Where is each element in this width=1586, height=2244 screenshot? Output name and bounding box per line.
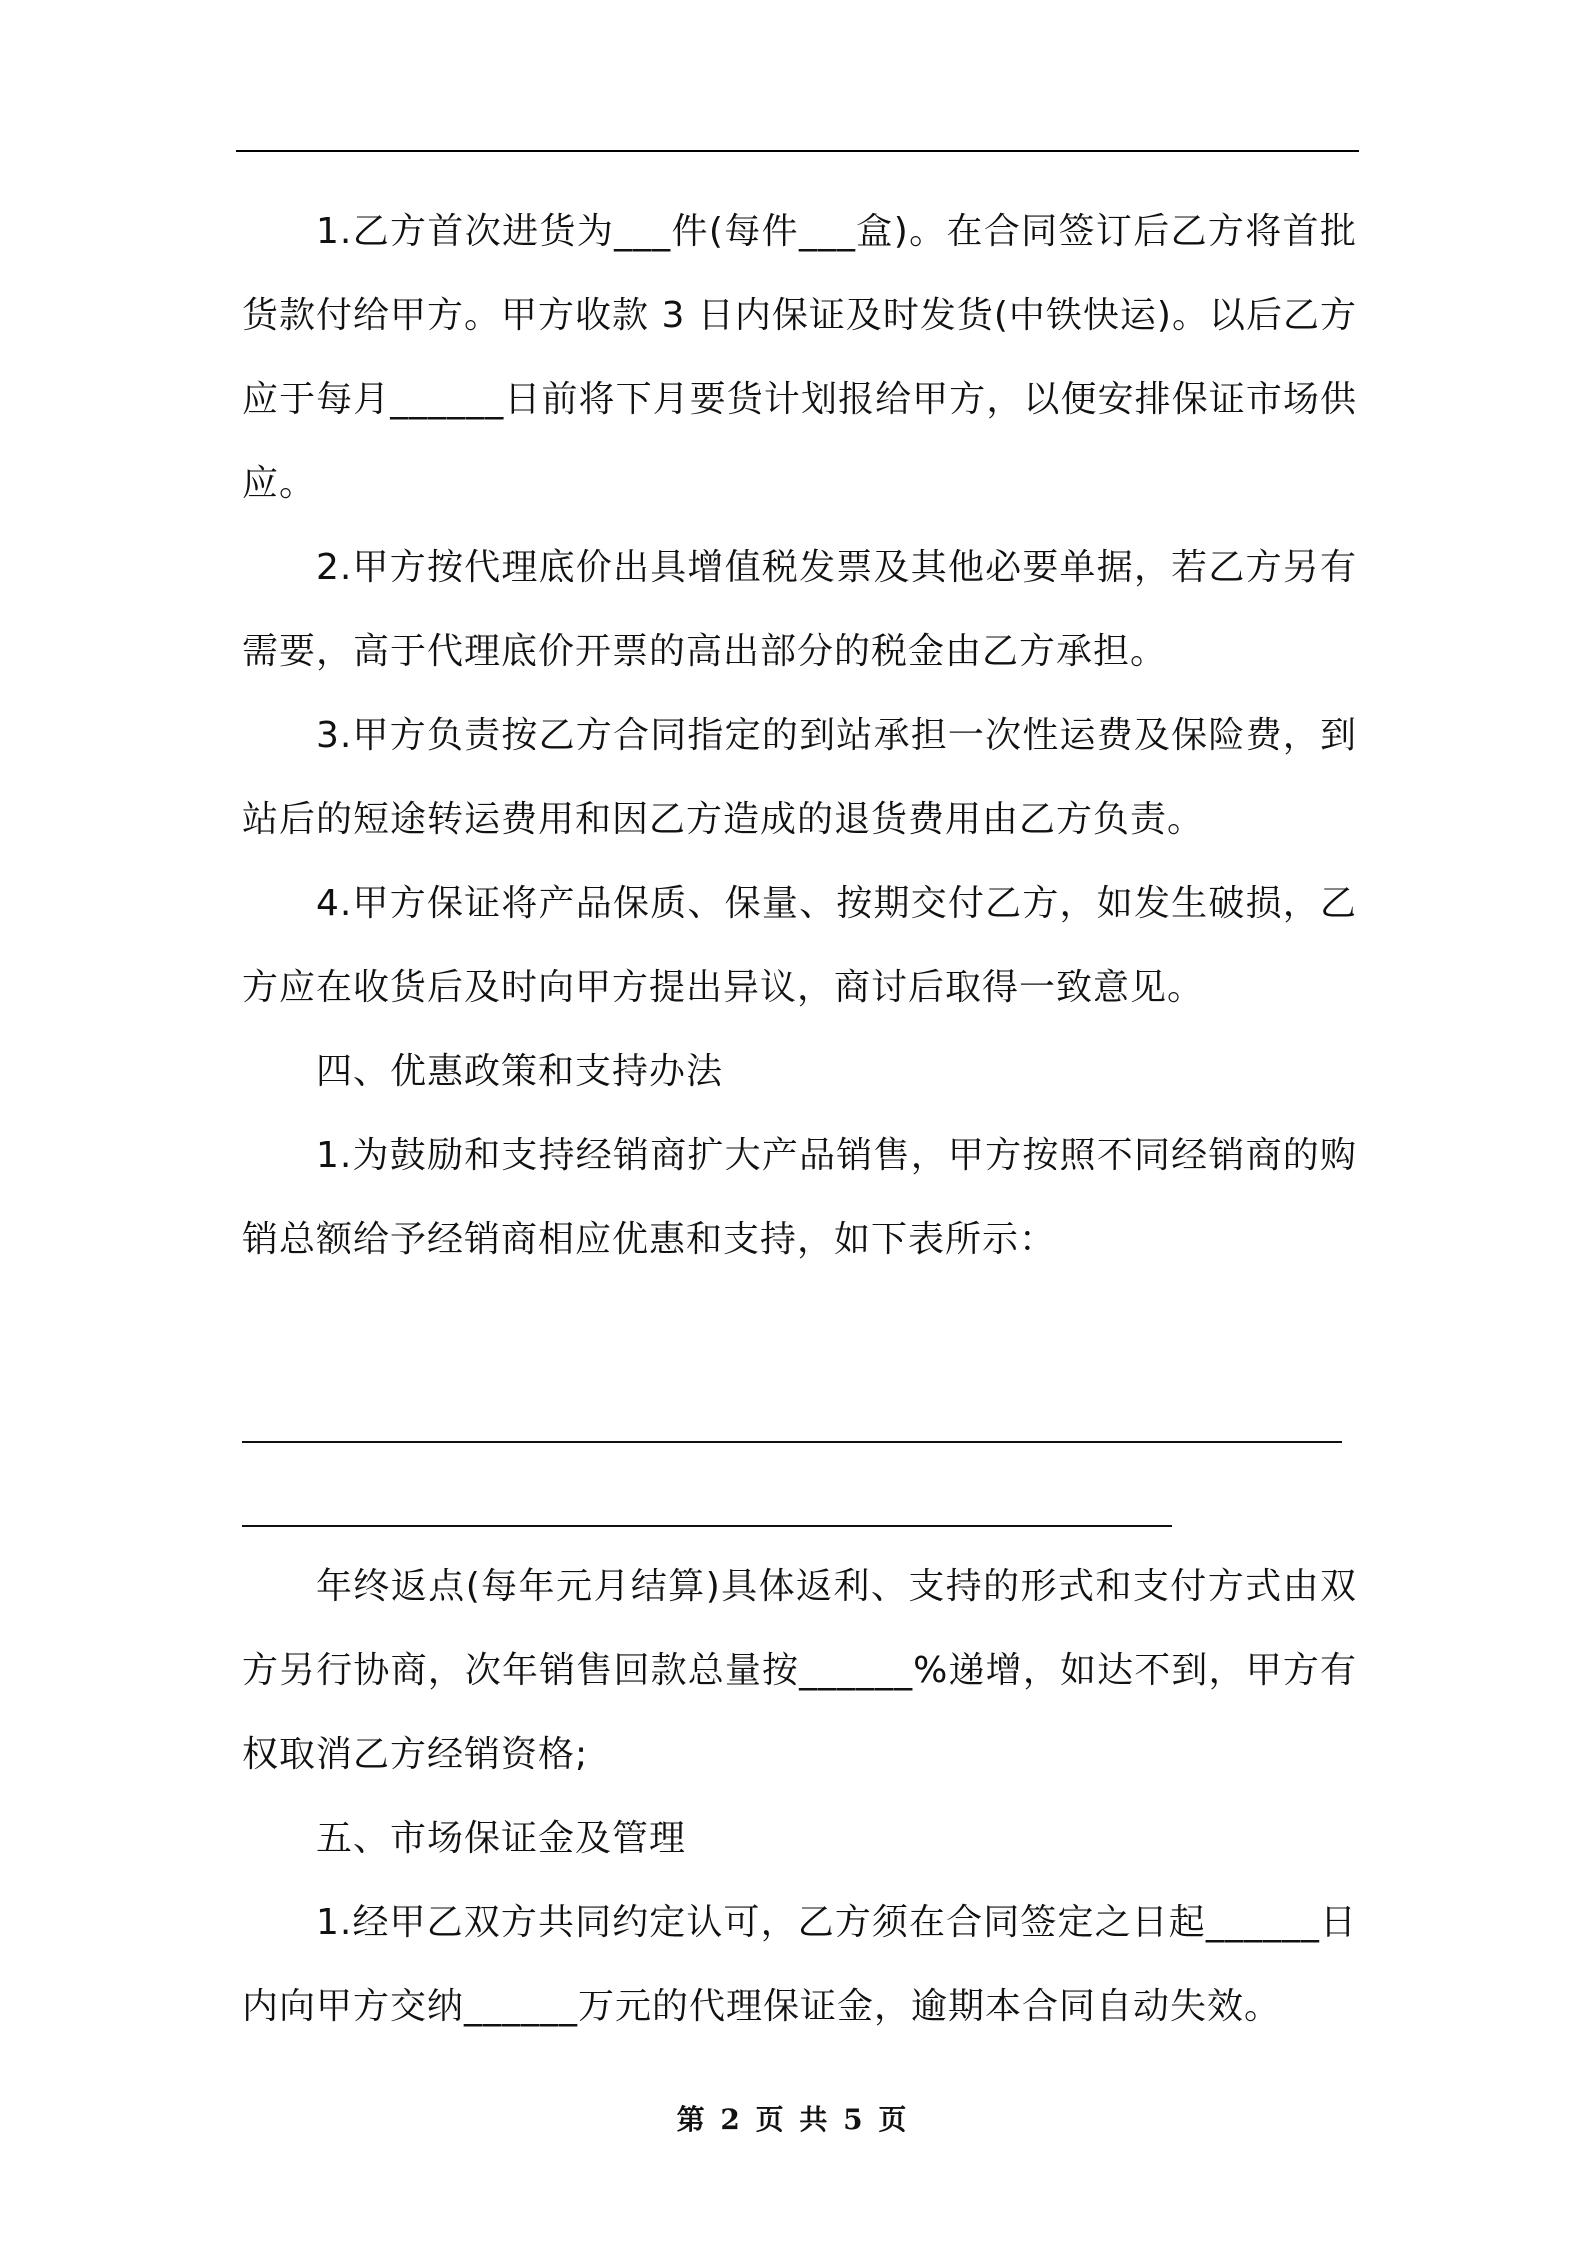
paragraph-invoice: 2.甲方按代理底价出具增值税发票及其他必要单据，若乙方另有需要，高于代理底价开票的高出部分的税金由乙方承担。 [242,547,1357,672]
table-placeholder-space [242,1282,1357,1377]
paragraph-quality-guarantee: 4.甲方保证将产品保质、保量、按期交付乙方，如发生破损，乙方应在收货后及时向甲方提出异议，商讨后取得一致意见。 [242,883,1357,1008]
paragraph-year-end-rebate: 年终返点(每年元月结算)具体返利、支持的形式和支付方式由双方另行协商，次年销售回款总量按______%递增，如达不到，甲方有权取消乙方经销资格; [242,1566,1357,1775]
header-rule [236,150,1359,152]
fill-in-line [242,1377,1357,1461]
paragraph-first-shipment: 1.乙方首次进货为___件(每件___盒)。在合同签订后乙方将首批货款付给甲方。甲方收款 3 日内保证及时发货(中铁快运)。以后乙方应于每月______日前将下月要货计划报给甲方，以便安排保证市场供应。 [242,211,1357,504]
paragraph-incentive-table-intro: 1.为鼓励和支持经销商扩大产品销售，甲方按照不同经销商的购销总额给予经销商相应优惠和支持，如下表所示： [242,1135,1357,1260]
section-heading-deposit: 五、市场保证金及管理 [316,1818,687,1859]
paragraph-freight: 3.甲方负责按乙方合同指定的到站承担一次性运费及保险费，到站后的短途转运费用和因乙方造成的退货费用由乙方负责。 [242,715,1357,840]
document-body [242,190,1357,2049]
page-number: 第 2 页 共 5 页 [676,2103,910,2136]
paragraph-deposit-terms: 1.经甲乙双方共同约定认可，乙方须在合同签定之日起______日内向甲方交纳______万元的代理保证金，逾期本合同自动失效。 [242,1902,1357,2027]
fill-in-line [242,1461,1357,1545]
section-heading-incentives: 四、优惠政策和支持办法 [316,1051,724,1092]
